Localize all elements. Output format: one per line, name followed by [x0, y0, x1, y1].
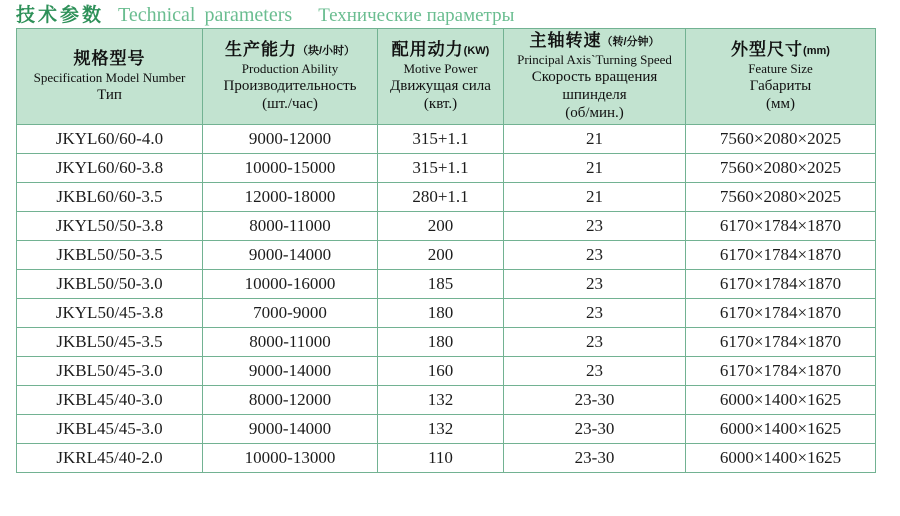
table-cell: 7000-9000: [203, 299, 378, 328]
table-cell: 23: [504, 270, 686, 299]
header-ru: Движущая сила: [390, 77, 491, 94]
table-row: [17, 183, 876, 212]
table-row: [17, 270, 876, 299]
header-ru: Габариты: [749, 77, 812, 94]
page-title: [16, 0, 514, 26]
table-row: [17, 386, 876, 415]
table-row: [17, 415, 876, 444]
table-cell: 8000-12000: [203, 386, 378, 415]
table-cell: 6170×1784×1870: [686, 212, 876, 241]
table-cell: 9000-14000: [203, 415, 378, 444]
table-row: [17, 125, 876, 154]
table-cell: 10000-15000: [203, 154, 378, 183]
table-cell: JKBL45/45-3.0: [17, 415, 203, 444]
table-header: [17, 29, 876, 125]
header-ru: (мм): [766, 96, 795, 113]
table-cell: 7560×2080×2025: [686, 183, 876, 212]
table-cell: 132: [378, 415, 504, 444]
header-en: Production Ability: [241, 60, 339, 76]
table-cell: 23: [504, 357, 686, 386]
table-cell: 23: [504, 328, 686, 357]
table-cell: JKBL45/40-3.0: [17, 386, 203, 415]
table-cell: JKYL60/60-4.0: [17, 125, 203, 154]
table-cell: 23: [504, 299, 686, 328]
table-cell: 10000-13000: [203, 444, 378, 473]
table-row: [17, 357, 876, 386]
table-cell: 110: [378, 444, 504, 473]
column-header: [203, 29, 378, 125]
table-cell: 160: [378, 357, 504, 386]
header-zh-note: （转/分钟）: [601, 36, 660, 48]
table-cell: 9000-14000: [203, 357, 378, 386]
table-cell: 185: [378, 270, 504, 299]
table-cell: JKYL50/50-3.8: [17, 212, 203, 241]
table-cell: JKYL60/60-3.8: [17, 154, 203, 183]
table-row: [17, 299, 876, 328]
header-ru: Скорость вращения: [531, 68, 658, 85]
table-cell: 21: [504, 154, 686, 183]
column-header: [686, 29, 876, 125]
table-cell: JKBL50/50-3.5: [17, 241, 203, 270]
table-cell: 23-30: [504, 415, 686, 444]
table-cell: 23: [504, 241, 686, 270]
title-english: Technical parameters: [118, 4, 293, 26]
table-cell: 6170×1784×1870: [686, 299, 876, 328]
table-cell: 6000×1400×1625: [686, 444, 876, 473]
table-cell: JKRL45/40-2.0: [17, 444, 203, 473]
technical-parameters-table: [16, 28, 876, 473]
column-header: [378, 29, 504, 125]
header-ru: Производительность: [223, 77, 357, 94]
table-cell: 315+1.1: [378, 125, 504, 154]
table-row: [17, 444, 876, 473]
table-cell: 180: [378, 328, 504, 357]
table-cell: 21: [504, 183, 686, 212]
table-cell: JKBL60/60-3.5: [17, 183, 203, 212]
table-cell: JKBL50/45-3.5: [17, 328, 203, 357]
table-row: [17, 212, 876, 241]
table-cell: 6170×1784×1870: [686, 270, 876, 299]
header-ru: (об/мин.): [565, 105, 624, 122]
table-cell: 23-30: [504, 444, 686, 473]
table-cell: 200: [378, 212, 504, 241]
table-cell: 200: [378, 241, 504, 270]
table-cell: 6000×1400×1625: [686, 415, 876, 444]
table-cell: 7560×2080×2025: [686, 125, 876, 154]
header-en: Motive Power: [403, 60, 478, 76]
header-zh-note: （块/小时）: [296, 45, 356, 58]
table-row: [17, 328, 876, 357]
table-cell: 180: [378, 299, 504, 328]
header-zh: 配用动力(KW): [391, 40, 490, 60]
table-cell: 9000-12000: [203, 125, 378, 154]
table-cell: 6170×1784×1870: [686, 357, 876, 386]
table-cell: 6170×1784×1870: [686, 241, 876, 270]
header-zh: 外型尺寸(mm): [731, 40, 830, 60]
title-russian: Технические параметры: [318, 5, 515, 26]
table-cell: 315+1.1: [378, 154, 504, 183]
table-cell: 23: [504, 212, 686, 241]
title-chinese: 技术参数: [16, 5, 105, 26]
table-cell: 8000-11000: [203, 212, 378, 241]
header-en: Feature Size: [748, 60, 813, 76]
table-body: [17, 125, 876, 473]
column-header: [17, 29, 203, 125]
table-cell: 7560×2080×2025: [686, 154, 876, 183]
header-ru: Тип: [97, 86, 122, 103]
table-row: [17, 241, 876, 270]
table-row: [17, 154, 876, 183]
table-cell: 12000-18000: [203, 183, 378, 212]
header-ru: (квт.): [423, 96, 458, 113]
header-zh: 主轴转速（转/分钟）: [529, 31, 660, 50]
table-cell: 8000-11000: [203, 328, 378, 357]
table-cell: 21: [504, 125, 686, 154]
table-cell: 6170×1784×1870: [686, 328, 876, 357]
table-cell: JKYL50/45-3.8: [17, 299, 203, 328]
header-ru: (шт./час): [262, 96, 318, 113]
header-en: Specification Model Number: [33, 70, 186, 86]
column-header: [504, 29, 686, 125]
table-cell: 9000-14000: [203, 241, 378, 270]
header-zh-note: (mm): [803, 45, 830, 58]
table-cell: 10000-16000: [203, 270, 378, 299]
header-zh: 规格型号: [73, 49, 146, 69]
table-cell: JKBL50/50-3.0: [17, 270, 203, 299]
header-en: Principal Axis`Turning Speed: [517, 51, 672, 67]
header-zh-note: (KW): [463, 45, 490, 58]
table-cell: 280+1.1: [378, 183, 504, 212]
table-cell: 132: [378, 386, 504, 415]
table-cell: JKBL50/45-3.0: [17, 357, 203, 386]
table-cell: 6000×1400×1625: [686, 386, 876, 415]
header-row: [17, 29, 876, 125]
header-zh: 生产能力（块/小时）: [224, 40, 356, 60]
table-cell: 23-30: [504, 386, 686, 415]
header-ru: шпинделя: [562, 86, 627, 103]
